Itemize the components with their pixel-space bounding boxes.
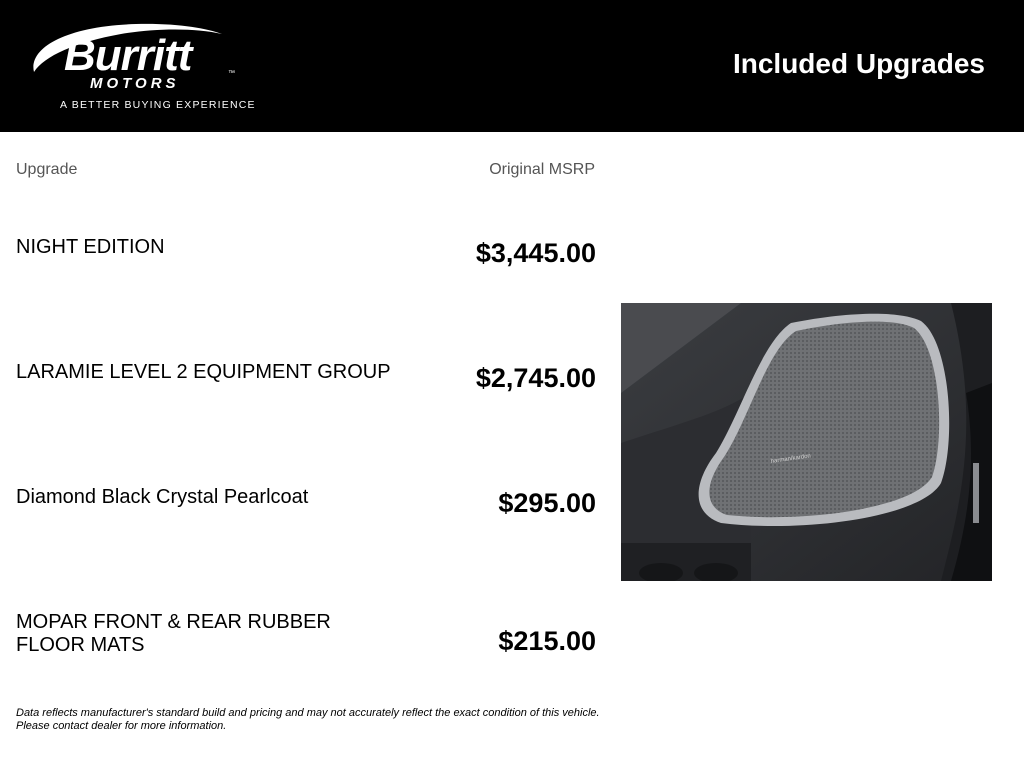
disclaimer-line: Please contact dealer for more information. <box>16 720 227 732</box>
upgrade-price: $295.00 <box>498 488 596 518</box>
upgrade-row <box>0 611 620 711</box>
disclaimer-line: Data reflects manufacturer's standard build and pricing and may not accurately reflect the exact condition of this vehicle. <box>16 707 600 719</box>
logo-tagline: A BETTER BUYING EXPERIENCE <box>60 99 256 111</box>
upgrade-name: LARAMIE LEVEL 2 EQUIPMENT GROUP <box>16 361 391 383</box>
upgrade-row <box>0 486 620 586</box>
dealer-logo <box>26 20 256 115</box>
door-speaker-image <box>621 303 992 581</box>
upgrade-name: MOPAR FRONT & REAR RUBBER FLOOR MATS <box>16 611 331 656</box>
disclaimer <box>16 707 616 733</box>
upgrade-price: $3,445.00 <box>475 238 596 268</box>
logo-brand-text: Burritt <box>64 31 192 80</box>
upgrade-name: Diamond Black Crystal Pearlcoat <box>16 486 309 508</box>
logo-trademark: ™ <box>228 70 235 77</box>
upgrade-row <box>0 236 620 336</box>
upgrade-row <box>0 361 620 461</box>
upgrade-name: NIGHT EDITION <box>16 236 165 258</box>
speaker-badge-text: harman/kardon <box>770 453 812 465</box>
upgrade-price: $215.00 <box>498 626 596 656</box>
column-header-upgrade: Upgrade <box>16 161 78 178</box>
header-banner <box>0 0 1024 132</box>
column-header-msrp: Original MSRP <box>489 161 595 178</box>
upgrade-price: $2,745.00 <box>475 363 596 393</box>
vehicle-photo-speaker <box>621 303 992 581</box>
page-title: Included Upgrades <box>732 48 985 79</box>
logo-motors-text: MOTORS <box>90 75 180 92</box>
